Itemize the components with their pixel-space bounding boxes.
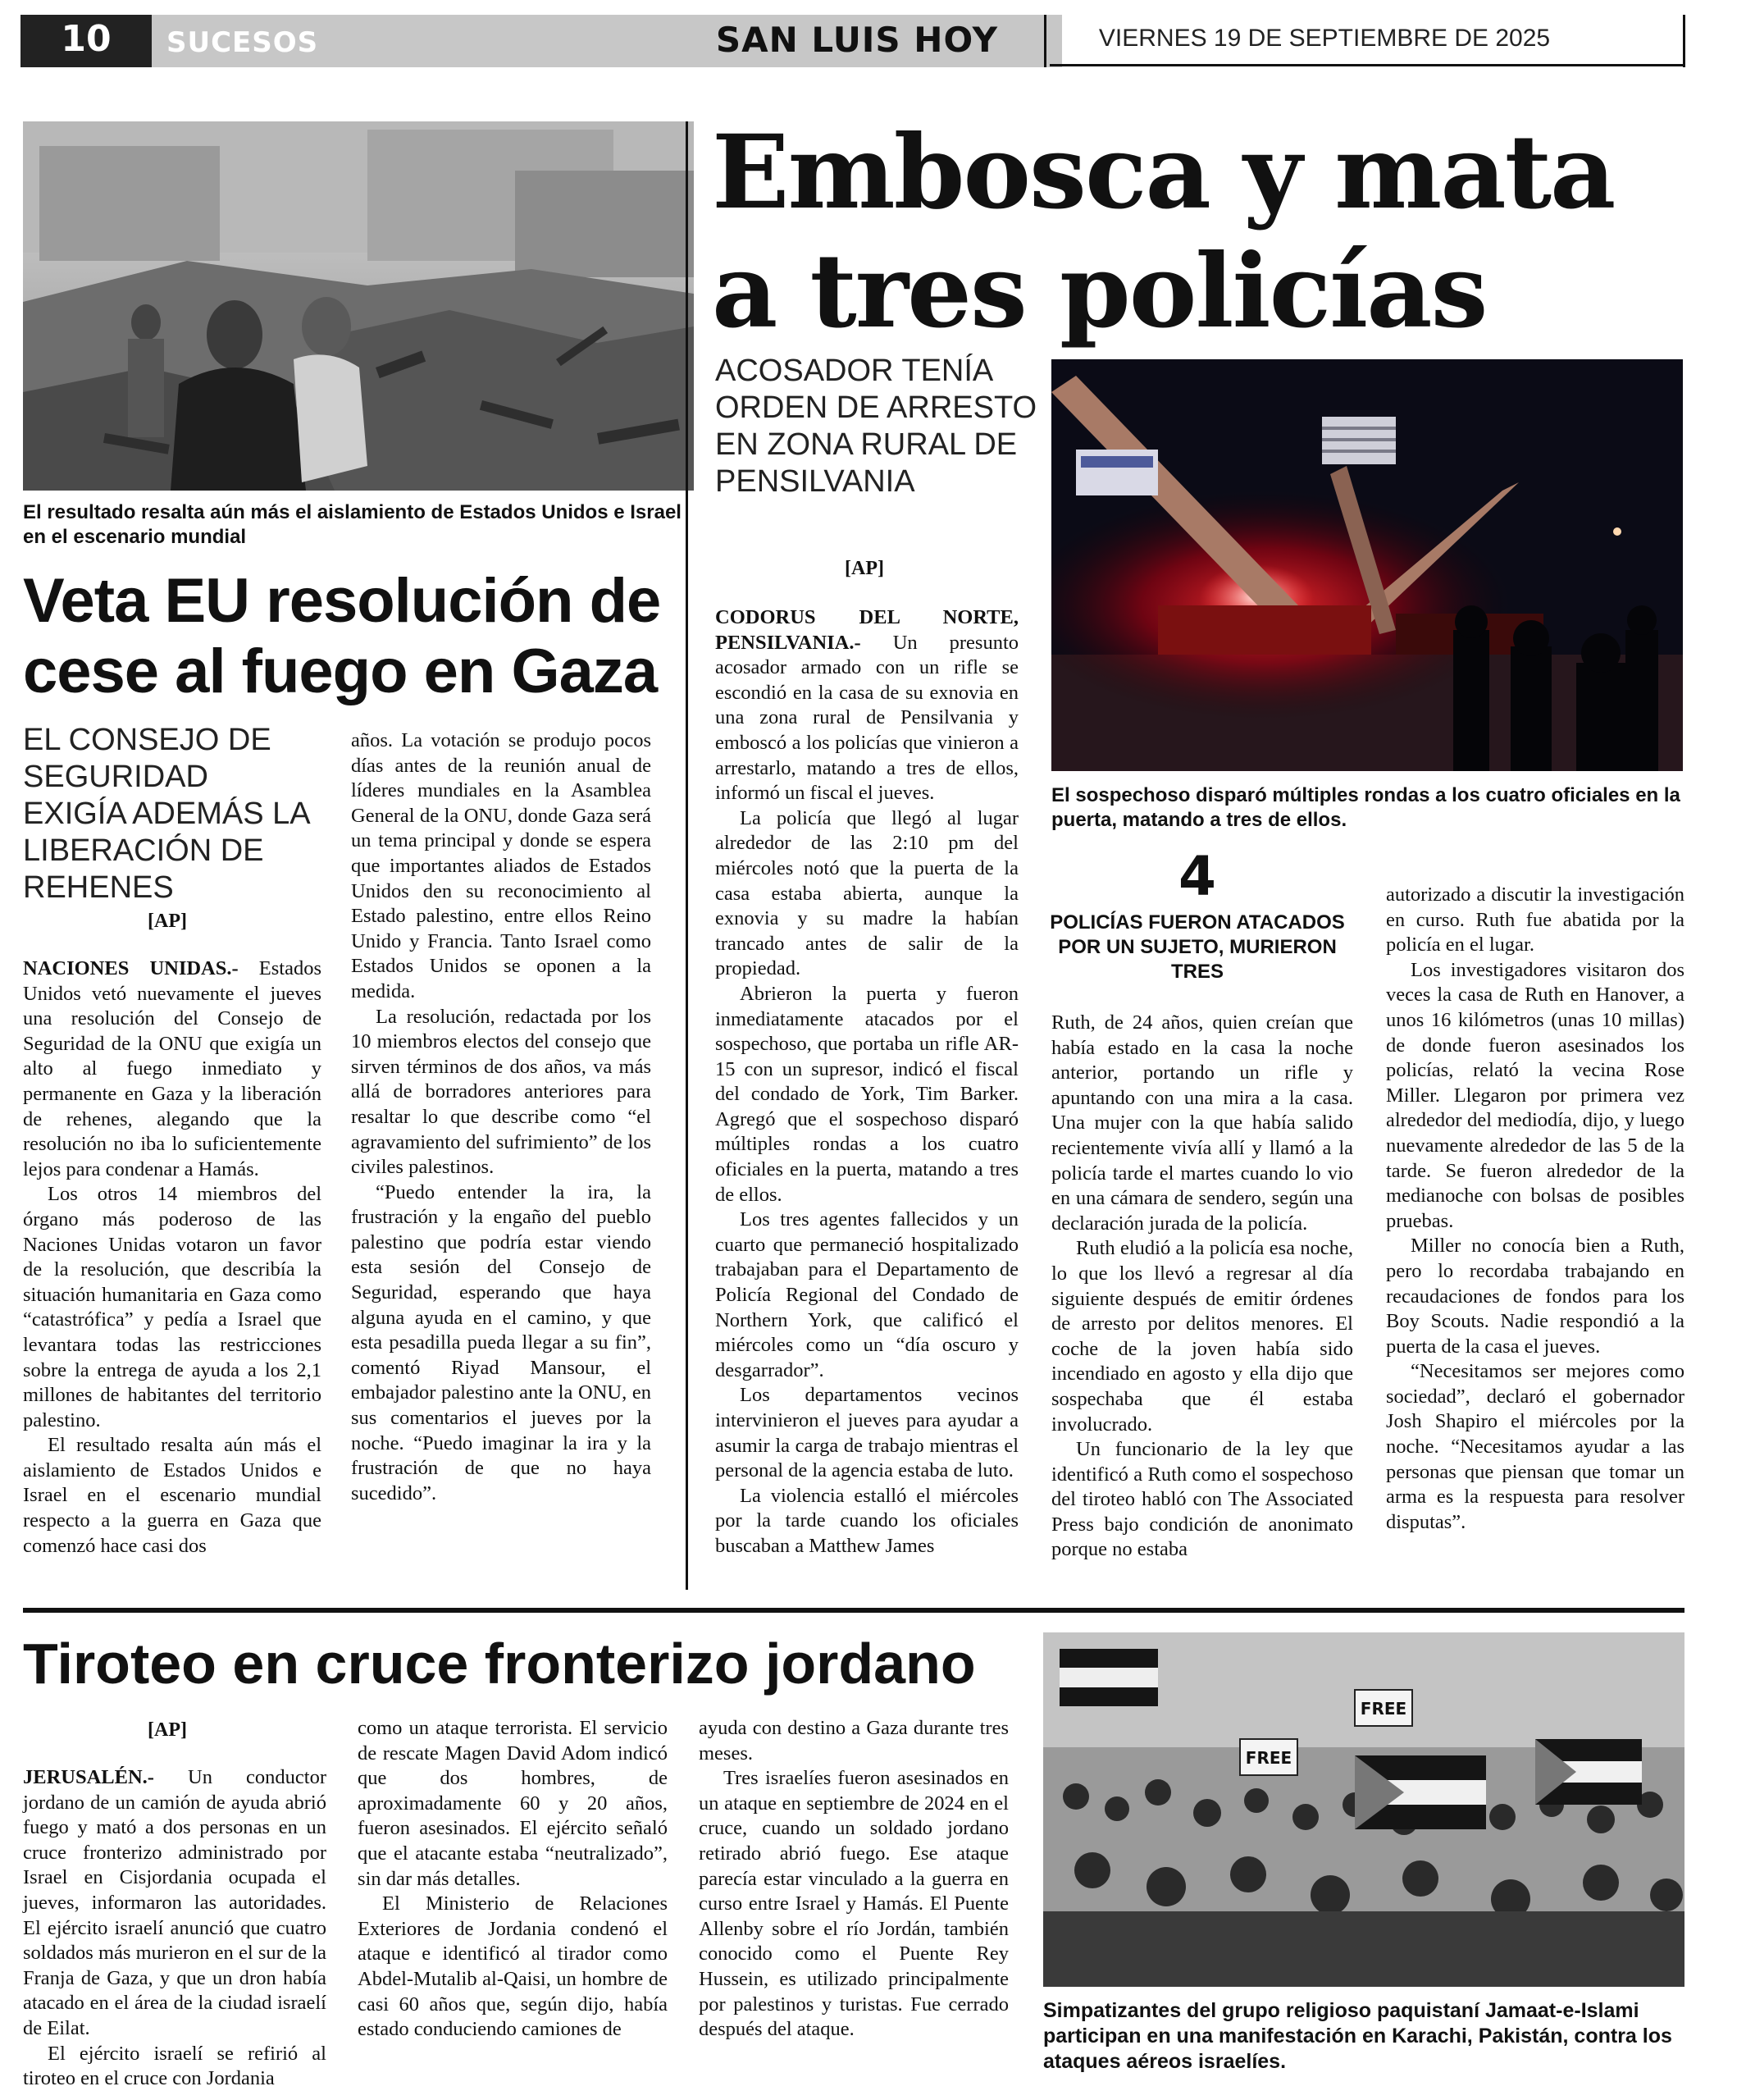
police-col2-para-3: Un funcionario de la ley que identificó a Ruth como el sospechoso del tiroteo habló con The Associated Press bajo condición de anonimato porque no estaba <box>1051 1438 1353 1561</box>
police-col3-para-4: “Necesitamos ser mejores como sociedad”, declaró el gobernador Josh Shapiro el miércoles por la noche. “Necesitamos ayudar a las personas que piensan que tomar un arma es la respuesta para resolver disputas”. <box>1386 1360 1684 1533</box>
stat-number: 4 <box>1178 845 1216 908</box>
police-byline: [AP] <box>845 558 884 579</box>
gaza-deck: EL CONSEJO DE SEGURIDAD EXIGÍA ADEMÁS LA LIBERACIÓN DE REHENES <box>23 723 309 905</box>
police-dateline: CODORUS DEL NORTE, PENSILVANIA.- <box>715 606 1019 654</box>
newspaper-name: SAN LUIS HOY <box>715 20 999 60</box>
jordan-dateline: JERUSALÉN.- <box>23 1766 154 1788</box>
jordan-col1-para-2: El ejército israelí se refirió al tiroteo en el cruce con Jordania <box>23 2042 326 2090</box>
gaza-col1-para-1: NACIONES UNIDAS.- Estados Unidos vetó nuevamente el jueves una resolución del Consejo de Seguridad de la ONU que exigía un alto al fuego inmediato y permanente en Gaza y la liberación de rehenes, alegando que la resolución no iba lo suficientemente lejos para condenar a Hamás. <box>23 957 321 1180</box>
gaza-col1-para-3: El resultado resalta aún más el aislamiento de Estados Unidos e Israel en el escenario mundial respecto a la guerra en Gaza que comenzó hace casi dos <box>23 1434 321 1557</box>
gaza-dateline: NACIONES UNIDAS.- <box>23 957 239 979</box>
jordan-headline: Tiroteo en cruce fronterizo jordano <box>23 1632 976 1696</box>
gaza-col2-para-3: “Puedo entender la ira, la frustración y la engaño del pueblo palestino que podría estar viendo esta sesión del Consejo de Seguridad, esperando que haya alguna ayuda en el camino, y que esta pesadilla pueda llegar a su fin”, comentó Riyad Mansour, el embajador palestino ante la ONU, en sus comentarios el jueves por la noche. “Puedo imaginar la ira y la frustración de que no haya sucedido”. <box>351 1180 651 1504</box>
gaza-byline: [AP] <box>148 911 187 932</box>
jordan-byline: [AP] <box>148 1719 187 1741</box>
gaza-headline: Veta EU resolución de cese al fuego en Gaza <box>23 566 661 706</box>
gaza-col1-para-2: Los otros 14 miembros del órgano más poderoso de las Naciones Unidas votaron un favor de la resolución, que describía la situación humanitaria en Gaza como “catastrófica” y pedía a Israel que levantara todas las restricciones sobre la entrega de ayuda a los 2,1 millones de habitantes del territorio palestino. <box>23 1183 321 1431</box>
police-column-2 <box>1051 1011 1353 1563</box>
jordan-column-1 <box>23 1765 326 2092</box>
police-col2-para-1: Ruth, de 24 años, quien creían que había estado en la casa la noche anterior, portando un rifle y apuntando con una mira a la casa. Una mujer con la que había salido recientemente vivía allí y llamó a la policía tarde el martes cuando lo vio en una cámara de sendero, según una declaración jurada de la policía. <box>1051 1011 1353 1235</box>
header-divider <box>1044 15 1046 67</box>
police-deck: ACOSADOR TENÍA ORDEN DE ARRESTO EN ZONA RURAL DE PENSILVANIA <box>715 354 1037 499</box>
gaza-photo-caption: El resultado resalta aún más el aislamiento de Estados Unidos e Israel en el escenario mundial <box>23 501 682 548</box>
police-col1-para-2: La policía que llegó al lugar alrededor de las 2:10 pm del miércoles notó que la puerta de la casa estaba abierta, aunque la exnovia y su madre la habían trancado antes de salir de la propiedad. <box>715 806 1019 980</box>
police-col1-para-6: La violencia estalló el miércoles por la tarde cuando los oficiales buscaban a Matthew James <box>715 1484 1019 1557</box>
page-number: 10 <box>61 18 112 60</box>
jordan-col1-para-1: JERUSALÉN.- Un conductor jordano de un camión de ayuda abrió fuego y mató a dos personas en un cruce fronterizo administrado por Israel en Cisjordania ocupada el jueves, informaron las autoridades. El ejército israelí anunció que cuatro soldados más murieron en el sur de la Franja de Gaza, y que un dron había atacado en el área de la ciudad israelí de Eilat. <box>23 1766 326 2039</box>
jordan-column-2 <box>358 1716 668 2043</box>
police-col1-para-4: Los tres agentes fallecidos y un cuarto que permaneció hospitalizado trabajaban para el Departamento de Policía Regional del Condado de Northern York, que calificó el miércoles como un “día oscuro y desgarrador”. <box>715 1208 1019 1381</box>
karachi-rally-photo <box>1043 1632 1684 1987</box>
gaza-rubble-photo <box>23 121 694 491</box>
jordan-col3-para-2: Tres israelíes fueron asesinados en un ataque en septiembre de 2024 en el cruce, cuando un soldado jordano retirado abrió fuego. Ese ataque parecía estar vinculado a la guerra en curso entre Israel y Hamás. El Puente Allenby sobre el río Jordán, también conocido como el Puente Rey Hussein, es utilizado principalmente por palestinos y turistas. Fue cerrado después del ataque. <box>699 1767 1009 2041</box>
police-col3-para-2: Los investigadores visitaron dos veces la casa de Ruth en Hanover, a unos 16 kilómetros (unas 10 millas) de donde fueron asesinados los policías, relató la vecina Rose Miller. Llegaron por primera vez alrededor del mediodía, dijo, y luego nuevamente alrededor de las 5 de la tarde. Se fueron alrededor de la medianoche con bolsas de posibles pruebas. <box>1386 958 1684 1232</box>
stat-text: POLICÍAS FUERON ATACADOS POR UN SUJETO, MURIERON TRES <box>1050 911 1345 983</box>
jordan-col2-para-1: como un ataque terrorista. El servicio de rescate Magen David Adom indicó que dos hombres, de aproximadamente 60 y 20 años, fueron asesinados. El ejército señaló que el atacante estaba “neutralizado”, sin dar más detalles. <box>358 1717 668 1890</box>
police-col1-para-1: CODORUS DEL NORTE, PENSILVANIA.- Un presunto acosador armado con un rifle se escondió en la casa de su exnovia en una zona rural de Pensilvania y emboscó a los policías que vinieron a arrestarlo, matando a tres de ellos, informó un fiscal el jueves. <box>715 606 1019 805</box>
placard-text-2: FREE <box>1245 1748 1292 1768</box>
jordan-col3-para-1: ayuda con destino a Gaza durante tres meses. <box>699 1717 1009 1764</box>
gaza-col2-para-1: años. La votación se produjo pocos días antes de la reunión anual de líderes mundiales en la Asamblea General de la ONU, donde Gaza será un tema principal y donde se espera que importantes aliados de Estados Unidos den su reconocimiento al Estado palestino, entre ellos Reino Unido y Francia. Tanto Israel como Estados Unidos se oponen a la medida. <box>351 729 651 1002</box>
police-photo-caption: El sospechoso disparó múltiples rondas a los cuatro oficiales en la puerta, matando a tres de ellos. <box>1051 784 1680 831</box>
karachi-photo-caption: Simpatizantes del grupo religioso paquistaní Jamaat-e-Islami participan en una manifestación en Karachi, Pakistán, contra los ataques aéreos israelíes. <box>1043 1999 1672 2073</box>
page-header <box>21 15 1685 72</box>
section-name: SUCESOS <box>166 26 319 59</box>
issue-date: VIERNES 19 DE SEPTIEMBRE DE 2025 <box>1098 25 1551 52</box>
police-column-1 <box>715 605 1019 1559</box>
police-col3-para-3: Miller no conocía bien a Ruth, pero lo recordaba trabajando en recaudaciones de fondos para los Boy Scouts. Nadie respondió a la puerta de la casa el jueves. <box>1386 1235 1684 1358</box>
police-col1-para-5: Los departamentos vecinos intervinieron el jueves para ayudar a asumir la carga de trabajo mientras el personal de la agencia estaba de luto. <box>715 1384 1019 1482</box>
header-underline <box>1050 64 1685 66</box>
column-divider <box>686 121 688 1590</box>
gaza-column-1 <box>23 956 321 1559</box>
police-col2-para-2: Ruth eludió a la policía esa noche, lo que los llevó a regresar al día siguiente después de emitir órdenes de arresto por delitos menores. El coche de la joven había sido incendiado en agosto y ella dijo que sospechaba que él estaba involucrado. <box>1051 1237 1353 1436</box>
police-headline: Embosca y mata a tres policías <box>712 113 1615 351</box>
police-col1-para-3: Abrieron la puerta y fueron inmediatamente atacados por el sospechoso, que portaba un rifle AR-15 con un supresor, indicó el fiscal del condado de York, Tim Barker. Agregó que el sospechoso disparó múltiples rondas a los cuatro oficiales en la puerta, matando a tres de ellos. <box>715 982 1019 1206</box>
police-column-3 <box>1386 883 1684 1535</box>
jordan-column-3 <box>699 1716 1009 2043</box>
section-divider <box>23 1608 1684 1613</box>
placard-text: FREE <box>1360 1699 1407 1719</box>
fire-truck-night-photo <box>1051 359 1683 771</box>
gaza-col2-para-2: La resolución, redactada por los 10 miembros electos del consejo que sirven términos de dos años, va más allá de borradores anteriores para resaltar lo que describe como “el agravamiento del sufrimiento” de los civiles palestinos. <box>351 1005 651 1179</box>
gaza-column-2 <box>351 728 651 1506</box>
jordan-col2-para-2: El Ministerio de Relaciones Exteriores de Jordania condenó el ataque e identificó al tirador como Abdel-Mutalib al-Qaisi, un hombre de casi 60 años que, según dijo, había estado conduciendo camiones de <box>358 1892 668 2041</box>
header-right-border <box>1683 15 1685 67</box>
police-col3-para-1: autorizado a discutir la investigación en curso. Ruth fue abatida por la policía en el lugar. <box>1386 883 1684 956</box>
